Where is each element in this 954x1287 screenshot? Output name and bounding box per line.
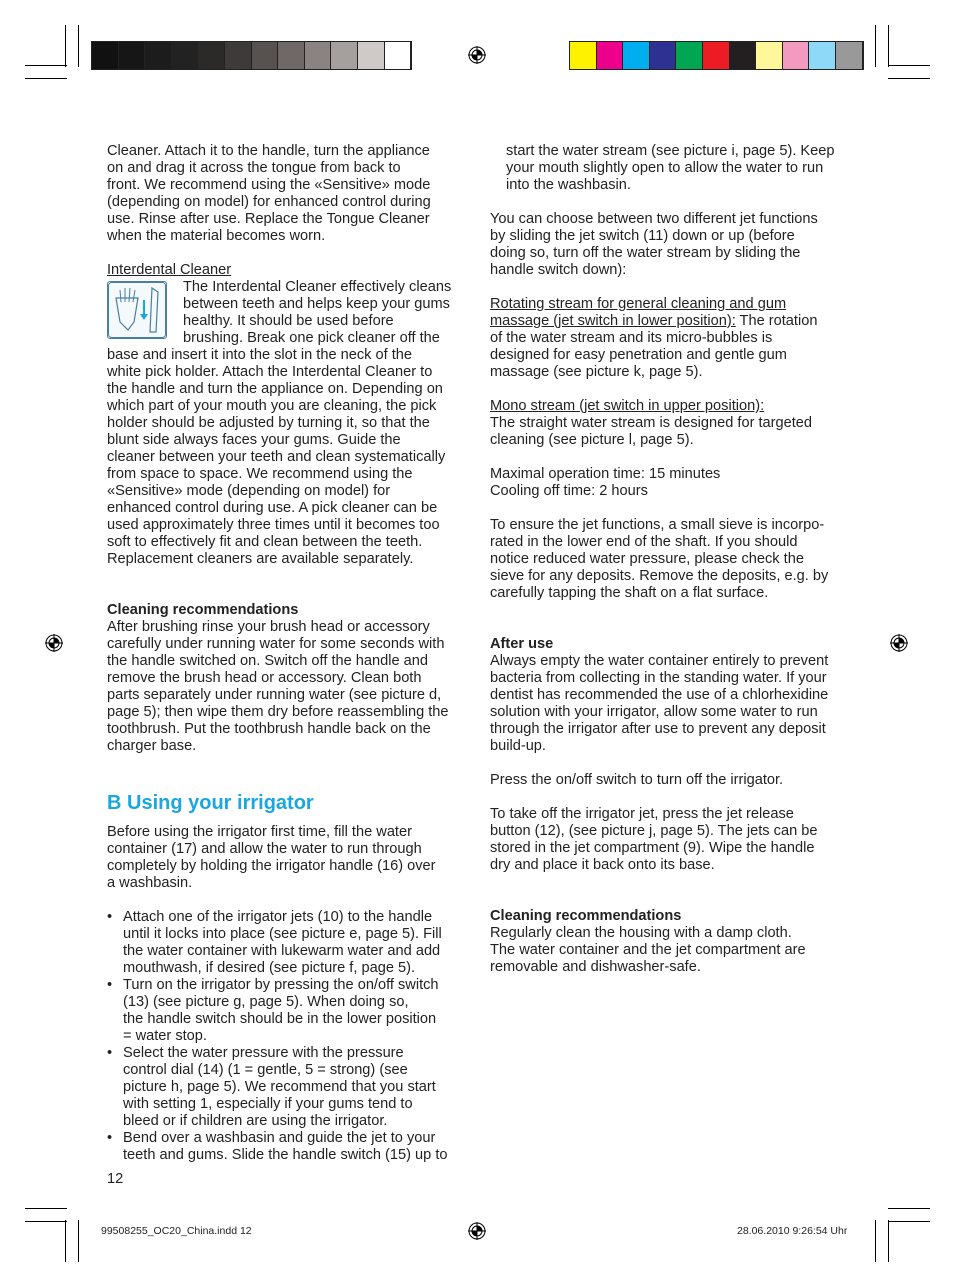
crop-mark [25,1208,67,1209]
section-title: B Using your irrigator [107,792,314,814]
color-swatch [278,42,305,69]
page-number: 12 [107,1171,124,1187]
interdental-cleaner-paragraph: The Interdental Cleaner effectively cleans between teeth and helps keep your gums healthy. It should be used before brushing. Break one pick cleaner off the base and insert it into the slot in the neck of the white pick holder. Attach the Interdental Cleaner to the handle and turn the appliance on. Depending on which part of your mouth you are cleaning, the pick holder should be adjusted by turning it, so that the blunt side always faces your gums. Guide the cleaner between your teeth and clean systematically from space to space. We recommend using the «Sensitive» mode (depending on model) for enhanced control during use. A pick cleaner can be used approximately three times until it becomes too soft to effectively fit and clean between the teeth. Replacement cleaners are available separately. [107,279,452,567]
tongue-cleaner-paragraph: Cleaner. Attach it to the handle, turn the appliance on and drag it across the tongue from back to front. We recommend using the «Sensitive» mode (depending on model) for enhanced control during use. Rinse after use. Replace the Tongue Cleaner when the material becomes worn. [107,143,431,244]
registration-mark-icon [890,634,908,652]
crop-mark [875,1220,876,1262]
right-column [490,143,852,976]
interdental-cleaner-heading: Interdental Cleaner [107,262,232,278]
crop-mark [25,1221,67,1222]
mono-stream-paragraph: The straight water stream is designed for targeted cleaning (see picture l, page 5). [490,415,813,448]
crop-mark [78,1220,79,1262]
mono-stream-heading: Mono stream (jet switch in upper position): [490,398,765,414]
color-swatch [252,42,279,69]
rotating-stream-body: The rotation of the water stream and its micro-bubbles is designed for easy penetration and gentle gum massage (see picture k, page 5). [490,313,818,380]
rotating-stream-heading: Rotating stream for general cleaning and gum massage (jet switch in lower position): [490,296,787,329]
color-swatch [756,42,783,69]
color-swatch [676,42,703,69]
grayscale-color-bar [91,41,412,70]
list-item: • Bend over a washbasin and guide the jet to your teeth and gums. Slide the handle switch (15) up to [107,1130,467,1164]
registration-mark-icon [45,634,63,652]
crop-mark [888,78,930,79]
color-swatch [650,42,677,69]
color-swatch [597,42,624,69]
cleaning-recommendations-heading: Cleaning recommendations [490,908,682,924]
color-swatch [305,42,332,69]
crop-mark [25,78,67,79]
cleaning-recommendations-paragraph: Regularly clean the housing with a damp cloth. The water container and the jet compartment are removable and dishwasher-safe. [490,925,806,975]
jet-functions-paragraph: You can choose between two different jet functions by sliding the jet switch (11) down or up (before doing so, turn off the water stream by sliding the handle switch down): [490,211,818,278]
after-use-paragraph: Always empty the water container entirely to prevent bacteria from collecting in the standing water. If your dentist has recommended the use of a chlorhexidine solution with your irrigator, allow some water to run through the irrigator after use to prevent any deposit build-up. [490,653,829,754]
color-swatch [809,42,836,69]
crop-mark [888,25,889,67]
color-swatch [836,42,863,69]
color-swatch [145,42,172,69]
color-swatch [358,42,385,69]
cleaning-recommendations-paragraph: After brushing rinse your brush head or accessory carefully under running water for some seconds with the handle switched on. Switch off the handle and remove the brush head or accessory. Clean both parts separately under running water (see picture d, page 5); then wipe them dry before reassembling the toothbrush. Put the toothbrush handle back on the charger base. [107,619,449,754]
list-item: • Select the water pressure with the pressure control dial (14) (1 = gentle, 5 = strong) (see picture h, page 5). We recommend that you start with setting 1, especially if your gums tend to bleed or if children are using the irrigator. [107,1045,467,1130]
after-use-heading: After use [490,636,554,652]
color-swatch [730,42,757,69]
press-off-paragraph: Press the on/off switch to turn off the irrigator. [490,772,784,788]
crop-mark [888,1221,930,1222]
crop-mark [875,25,876,67]
process-color-bar [569,41,864,70]
print-timestamp: 28.06.2010 9:26:54 Uhr [737,1225,848,1237]
irrigator-steps-list [107,909,467,1164]
registration-mark-icon [468,46,486,64]
color-swatch [92,42,119,69]
interdental-cleaner-icon [107,281,167,339]
crop-mark [888,1220,889,1262]
crop-mark [25,65,67,66]
crop-mark [65,25,66,67]
color-swatch [119,42,146,69]
crop-mark [888,1208,930,1209]
color-swatch [703,42,730,69]
list-item: • Turn on the irrigator by pressing the on/off switch (13) (see picture g, page 5). When doing so, the handle switch should be in the lower position = water stop. [107,977,467,1045]
registration-mark-icon [468,1222,486,1240]
sieve-paragraph: To ensure the jet functions, a small sieve is incorpo- rated in the lower end of the shaft. If you should notice reduced water pressure, please check the sieve for any deposits. Remove the deposits, e.g. by carefully tapping the shaft on a flat surface. [490,517,829,601]
color-swatch [331,42,358,69]
left-column [107,143,467,755]
color-swatch [225,42,252,69]
irrigator-intro-paragraph: Before using the irrigator first time, fill the water container (17) and allow the water to run through completely by holding the irrigator handle (16) over a washbasin. [107,824,436,891]
file-slug: 99508255_OC20_China.indd 12 [101,1225,252,1237]
list-item: • Attach one of the irrigator jets (10) to the handle until it locks into place (see picture e, page 5). Fill the water container with lukewarm water and add mouthwash, if desired (see picture f, page 5). [107,909,467,977]
color-swatch [570,42,597,69]
left-column-lower [107,824,467,1164]
crop-mark [65,1220,66,1262]
color-swatch [198,42,225,69]
crop-mark [78,25,79,67]
operation-times: Maximal operation time: 15 minutes Cooling off time: 2 hours [490,466,721,499]
cleaning-recommendations-heading: Cleaning recommendations [107,602,299,618]
bullet-continuation: start the water stream (see picture i, page 5). Keep your mouth slightly open to allow the water to run into the washbasin. [506,143,835,193]
color-swatch [385,42,412,69]
rotating-stream-paragraph [490,296,852,381]
color-swatch [623,42,650,69]
take-off-jet-paragraph: To take off the irrigator jet, press the jet release button (12), (see picture j, page 5). The jets can be stored in the jet compartment (9). Wipe the handle dry and place it back onto its base. [490,806,818,873]
color-swatch [783,42,810,69]
crop-mark [888,65,930,66]
color-swatch [172,42,199,69]
